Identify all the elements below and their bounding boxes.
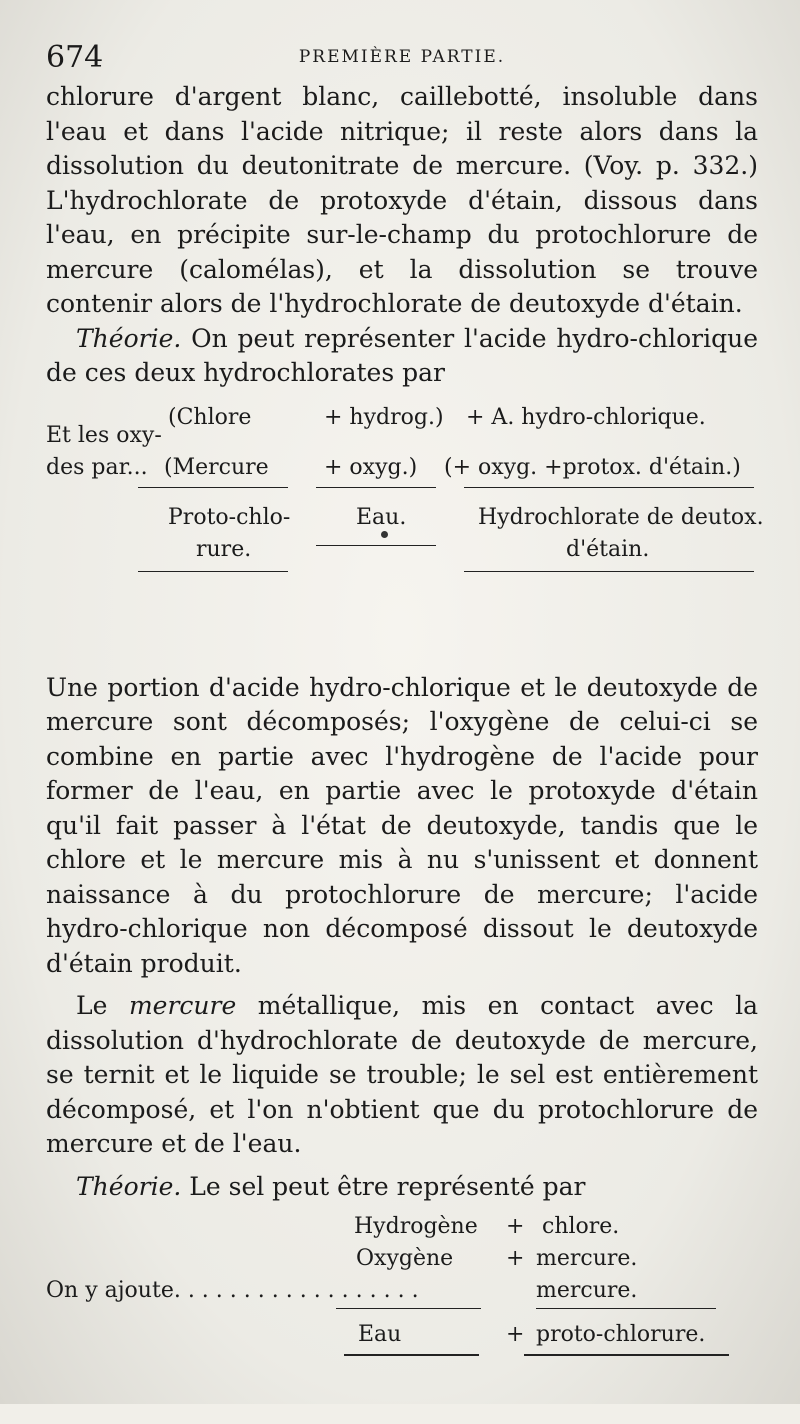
result-eau: Eau <box>358 1322 402 1347</box>
formula-oxyg: + oxyg.) <box>324 454 418 480</box>
formula-rule <box>138 487 288 488</box>
running-title: PREMIÈRE PARTIE. <box>298 47 506 67</box>
para3-text: métallique, mis en contact avec la dissolution d'hydrochlorate de deutoxyde de mercure, se ternit et le liquide se trouble; le sel est entièrement décomposé, et l'on n'obtient que du protochlorure de mercure et de l'eau. <box>46 991 759 1158</box>
paragraph-1: chlorure d'argent blanc, caillebotté, insoluble dans l'eau et dans l'acide nitrique; il reste alors dans la dissolution du deutonitrate de mercure. (Voy. p. 332.) L'hydrochlorate de protoxyde d'étain, dissous dans l'eau, en précipite sur-le-champ du protochlorure de mercure (calomélas), et la dissolution se trouve contenir alors de l'hydrochlorate de deutoxyde d'étain. <box>46 82 758 318</box>
theory-label: Théorie. <box>76 1171 182 1201</box>
formula-rule <box>464 571 754 572</box>
ink-dot <box>381 531 388 538</box>
formula-rule <box>316 487 436 488</box>
paragraph-2: Une portion d'acide hydro-chlorique et le deutoxyde de mercure sont décomposés; l'oxygène de celui-ci se combine en partie avec l'hydrogène de l'acide pour former de l'eau, en partie avec le protoxyde d'étain qu'il fait passer à l'état de deutoxyde, tandis que le chlore et le mercure mis à nu s'unissent et donnent naissance à du protochlorure de mercure; l'acide hydro-chlorique non décomposé dissout le deutoxyde d'étain produit. <box>46 672 758 978</box>
formula-rule <box>536 1308 716 1309</box>
result-protochlorure: proto-chlorure. <box>536 1322 706 1347</box>
theory-paragraph-2 <box>46 1170 758 1205</box>
theory-text: Le sel peut être représenté par <box>189 1171 586 1201</box>
para3-emphasis: mercure <box>128 991 237 1020</box>
formula-hydrochlorates <box>46 391 764 671</box>
formula-mercure: (Mercure <box>164 454 269 480</box>
formula-rule <box>524 1354 729 1356</box>
result-eau: Eau. <box>356 504 407 530</box>
formula-oxyg-protox: (+ oxyg. +protox. d'étain.) <box>444 454 741 480</box>
result-hydrochlorate-a: Hydrochlorate de deutox. <box>478 504 764 530</box>
formula-hydrog: + hydrog.) <box>324 404 444 430</box>
formula-chlore: chlore. <box>542 1214 620 1239</box>
formula-rule <box>464 487 754 488</box>
formula-rule <box>316 545 436 546</box>
result-protochlorure-a: Proto-chlo- <box>168 504 291 530</box>
para3-prefix: Le <box>76 991 129 1020</box>
formula-sel <box>46 1204 758 1424</box>
formula-plus: + <box>506 1214 525 1239</box>
formula-oxygene: Oxygène <box>356 1246 454 1271</box>
formula-label-oxydes-a: Et les oxy- <box>46 422 162 448</box>
formula-mercure: mercure. <box>536 1246 638 1271</box>
formula-add-label: On y ajoute. . . . . . . . . . . . . . . . . . <box>46 1278 419 1303</box>
formula-hydrogene: Hydrogène <box>354 1214 478 1239</box>
page-header <box>46 40 758 80</box>
paragraph-3 <box>46 989 758 1162</box>
theory-text: On peut représenter l'acide hydro-chlorique de ces deux hydrochlorates par <box>46 323 758 387</box>
formula-label-oxydes-b: des par... <box>46 454 148 480</box>
formula-acide: + A. hydro-chlorique. <box>466 404 706 430</box>
formula-plus: + <box>506 1246 525 1271</box>
theory-label: Théorie. <box>76 323 182 353</box>
formula-chlore: (Chlore <box>168 404 252 430</box>
theory-paragraph-1 <box>46 322 758 391</box>
page-body <box>46 80 764 1424</box>
page-number: 674 <box>46 40 104 75</box>
formula-rule <box>138 571 288 572</box>
result-hydrochlorate-b: d'étain. <box>566 536 650 562</box>
result-protochlorure-b: rure. <box>196 536 252 562</box>
formula-rule <box>344 1354 479 1356</box>
formula-add-value: mercure. <box>536 1278 638 1303</box>
formula-rule <box>336 1308 481 1309</box>
formula-plus: + <box>506 1322 525 1347</box>
